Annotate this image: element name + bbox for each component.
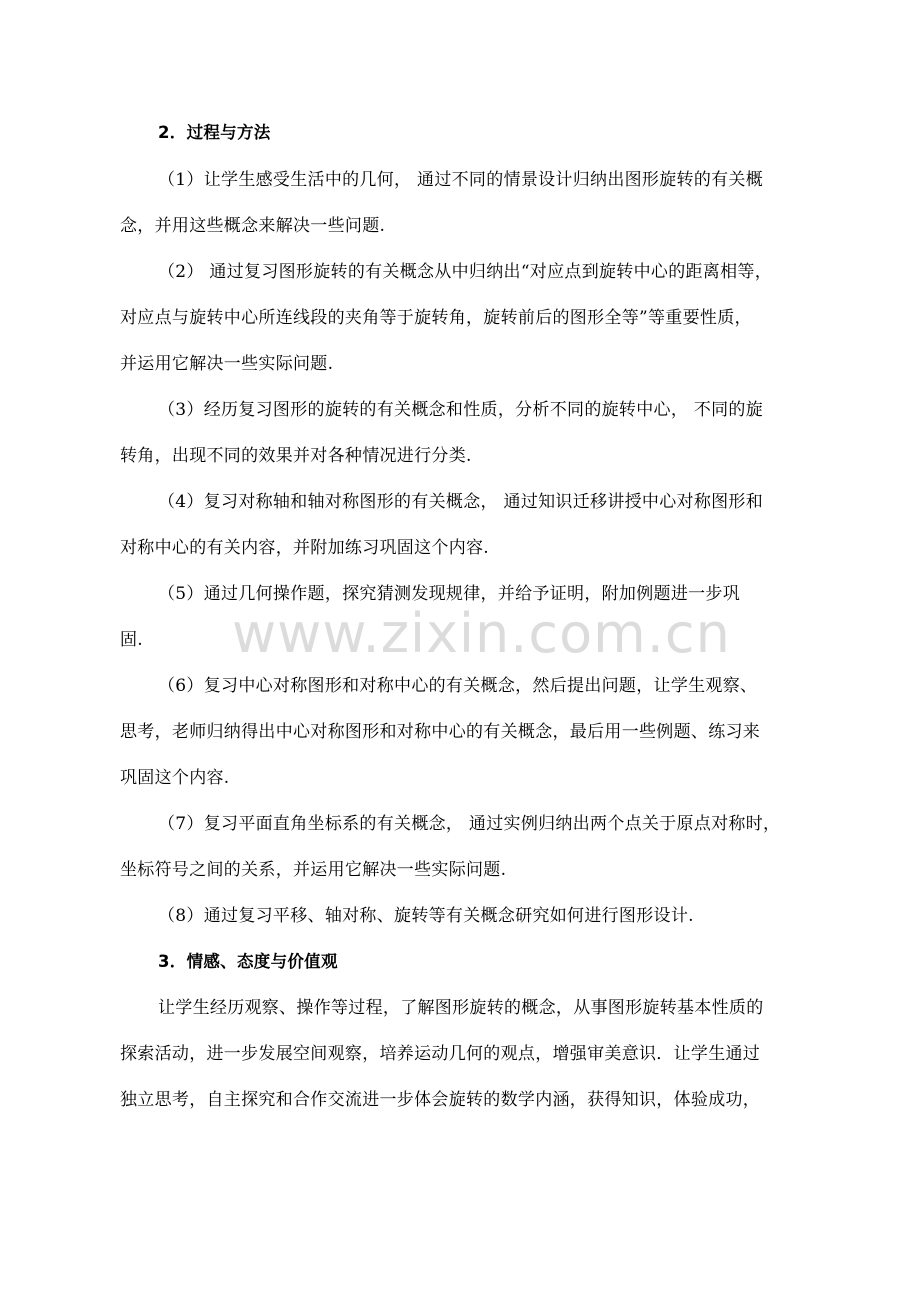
text-line: 探索活动，进一步发展空间观察，培养运动几何的观点，增强审美意识．让学生通过: [120, 1044, 761, 1064]
text-line: 思考，老师归纳得出中心对称图形和对称中心的有关概念，最后用一些例题、练习来: [120, 722, 761, 742]
text-line: （1）让学生感受生活中的几何， 通过不同的情景设计归纳出图形旋转的有关概: [158, 170, 764, 190]
text-line: 独立思考，自主探究和合作交流进一步体会旋转的数学内涵，获得知识，体验成功，: [120, 1090, 761, 1110]
text-line: （8）通过复习平移、轴对称、旋转等有关概念研究如何进行图形设计.: [158, 906, 694, 926]
text-line: 让学生经历观察、操作等过程，了解图形旋转的概念，从事图形旋转基本性质的: [158, 998, 764, 1018]
text-line: （7）复习平面直角坐标系的有关概念， 通过实例归纳出两个点关于原点对称时，: [158, 814, 781, 834]
text-line: （3）经历复习图形的旋转的有关概念和性质，分析不同的旋转中心， 不同的旋: [158, 400, 764, 420]
text-line: 巩固这个内容.: [120, 768, 230, 788]
text-line: 对应点与旋转中心所连线段的夹角等于旋转角，旋转前后的图形全等”等重要性质，: [120, 308, 752, 328]
text-line: （5）通过几何操作题，探究猜测发现规律，并给予证明，附加例题进一步巩: [158, 584, 741, 604]
text-line: 对称中心的有关内容，并附加练习巩固这个内容.: [120, 538, 490, 558]
text-line: （6）复习中心对称图形和对称中心的有关概念，然后提出问题，让学生观察、: [158, 676, 758, 696]
section-heading: 3．情感、态度与价值观: [158, 952, 338, 971]
text-line: 并运用它解决一些实际问题.: [120, 354, 334, 374]
watermark: www.zixin.com.cn: [232, 602, 731, 665]
text-line: 固.: [120, 630, 144, 650]
section-heading: 2．过程与方法: [158, 123, 271, 142]
text-line: 转角，出现不同的效果并对各种情况进行分类.: [120, 446, 472, 466]
text-line: 念，并用这些概念来解决一些问题.: [120, 216, 386, 236]
text-line: 坐标符号之间的关系，并运用它解决一些实际问题.: [120, 860, 507, 880]
text-line: （2） 通过复习图形旋转的有关概念从中归纳出“对应点到旋转中心的距离相等，: [158, 262, 773, 282]
text-line: （4）复习对称轴和轴对称图形的有关概念， 通过知识迁移讲授中心对称图形和: [158, 492, 764, 512]
